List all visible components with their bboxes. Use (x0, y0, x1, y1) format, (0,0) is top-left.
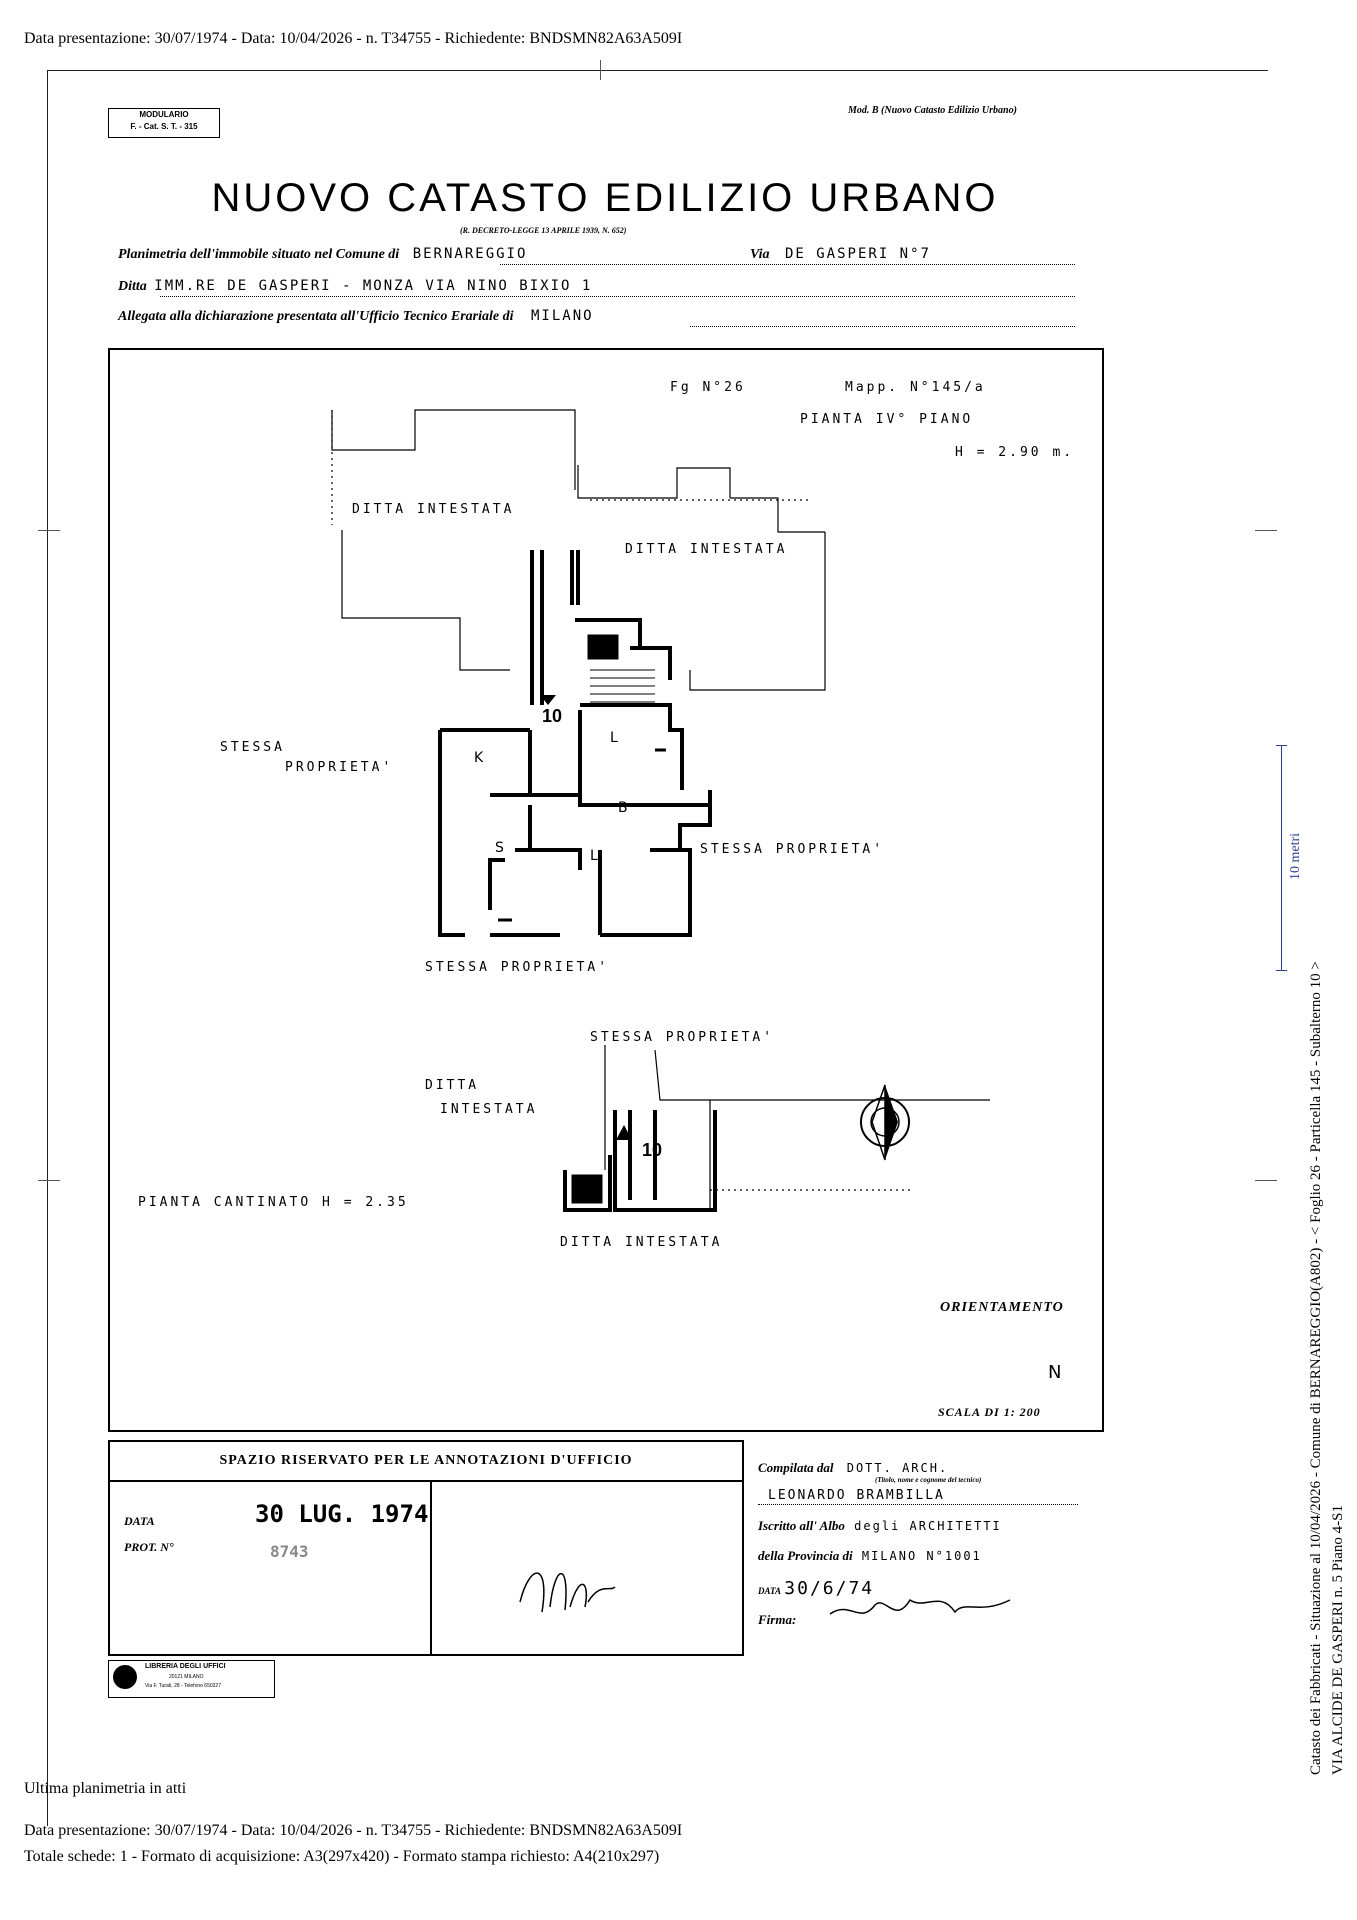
footer-format-info: Totale schede: 1 - Formato di acquisizione: A3(297x420) - Formato stampa richiesto: A4(210x297) (24, 1848, 660, 1865)
ditta-value: IMM.RE DE GASPERI - MONZA VIA NINO BIXIO 1 (154, 278, 593, 294)
ditta-intestata-label: INTESTATA (440, 1102, 538, 1117)
provincia-label: della Provincia di (758, 1548, 853, 1563)
ditta-intestata-label: DITTA INTESTATA (560, 1235, 723, 1250)
room-living: L (590, 848, 598, 864)
room-kitchen: K (474, 750, 484, 766)
data-label: DATA (124, 1514, 155, 1528)
floor-height: H = 2.90 m. (955, 445, 1075, 460)
compilata-data-value: 30/6/74 (784, 1578, 875, 1599)
compilata-value: DOTT. ARCH. (846, 1461, 949, 1475)
room-living: L (610, 730, 618, 746)
scale-label: SCALA DI 1: 200 (938, 1405, 1041, 1419)
stessa-proprieta-label: STESSA (220, 740, 285, 755)
unit-number: 10 (542, 706, 563, 726)
floor-title: PIANTA IV° PIANO (800, 412, 974, 427)
side-cadastral-info: Catasto dei Fabbricati - Situazione al 10/04/2026 - Comune di BERNAREGGIO(A802) - < Foglio 26 - Particella 145 - Subalterno 10 > (1308, 961, 1324, 1775)
comune-value: BERNAREGGIO (412, 246, 528, 262)
stessa-proprieta-label: PROPRIETA' (285, 760, 394, 775)
footer-submission-info: Data presentazione: 30/07/1974 - Data: 10/04/2026 - n. T34755 - Richiedente: BNDSMN82A63A509I (24, 1822, 683, 1839)
room-bathroom: B (618, 800, 628, 816)
basement-title: PIANTA CANTINATO H = 2.35 (138, 1195, 409, 1210)
titolo-note: (Titolo, nome e cognome del tecnico) (875, 1476, 982, 1484)
planimetria-label: Planimetria dell'immobile situato nel Comune di (118, 247, 400, 262)
foglio-label: Fg N°26 (670, 380, 746, 395)
ditta-intestata-label: DITTA INTESTATA (352, 502, 515, 517)
basement-unit-number: 10 (642, 1140, 663, 1160)
modulario-line1: MODULARIO (139, 110, 189, 119)
north-label: N (1048, 1362, 1062, 1383)
side-address-info: VIA ALCIDE DE GASPERI n. 5 Piano 4-S1 (1330, 1504, 1346, 1775)
orientamento-label: ORIENTAMENTO (940, 1300, 1064, 1315)
ditta-intestata-label: DITTA (425, 1078, 480, 1093)
annotations-heading: SPAZIO RISERVATO PER LE ANNOTAZIONI D'UFFICIO (110, 1442, 742, 1482)
stessa-proprieta-label: STESSA PROPRIETA' (590, 1030, 775, 1045)
ultima-planimetria: Ultima planimetria in atti (24, 1780, 187, 1797)
scale-bar-tick (1276, 745, 1287, 746)
firma-label: Firma: (758, 1612, 797, 1627)
libreria-city: 20121 MILANO (169, 1674, 204, 1680)
iscritto-label: Iscritto all' Albo (758, 1518, 845, 1533)
mappale-label: Mapp. N°145/a (845, 380, 986, 395)
ufficio-value: MILANO (531, 308, 594, 324)
ditta-label: Ditta (118, 279, 147, 294)
mod-b-label: Mod. B (Nuovo Catasto Edilizio Urbano) (848, 105, 1017, 116)
compilata-label: Compilata dal (758, 1460, 834, 1475)
scale-mark-label: 10 metri (1288, 832, 1303, 880)
document-title: NUOVO CATASTO EDILIZIO URBANO (211, 176, 999, 220)
iscritto-value: degli ARCHITETTI (854, 1519, 1002, 1533)
prot-label: PROT. N° (124, 1540, 174, 1554)
libreria-name: LIBRERIA DEGLI UFFICI (145, 1663, 226, 1670)
architect-name: LEONARDO BRAMBILLA (768, 1488, 945, 1503)
room-s: S (495, 840, 504, 856)
document-subtitle: (R. DECRETO-LEGGE 13 APRILE 1939, N. 652) (460, 226, 627, 235)
via-value: DE GASPERI N°7 (784, 246, 931, 262)
modulario-line2: F. - Cat. S. T. - 315 (130, 122, 198, 131)
libreria-address: Via F. Turati, 28 - Telefono 650227 (145, 1683, 221, 1689)
scale-bar-tick (1276, 970, 1287, 971)
scale-bar (1281, 745, 1282, 970)
header-submission-info: Data presentazione: 30/07/1974 - Data: 10/04/2026 - n. T34755 - Richiedente: BNDSMN82A63A509I (24, 30, 683, 47)
protocol-stamp: 8743 (270, 1542, 309, 1561)
allegata-label: Allegata alla dichiarazione presentata all'Ufficio Tecnico Erariale di (118, 309, 514, 324)
stessa-proprieta-label: STESSA PROPRIETA' (425, 960, 610, 975)
stessa-proprieta-label: STESSA PROPRIETA' (700, 842, 885, 857)
ditta-intestata-label: DITTA INTESTATA (625, 542, 788, 557)
provincia-value: MILANO N°1001 (861, 1549, 982, 1563)
date-stamp: 30 LUG. 1974 (255, 1500, 429, 1528)
compilata-data-label: DATA (758, 1586, 782, 1596)
via-label: Via (750, 247, 770, 262)
